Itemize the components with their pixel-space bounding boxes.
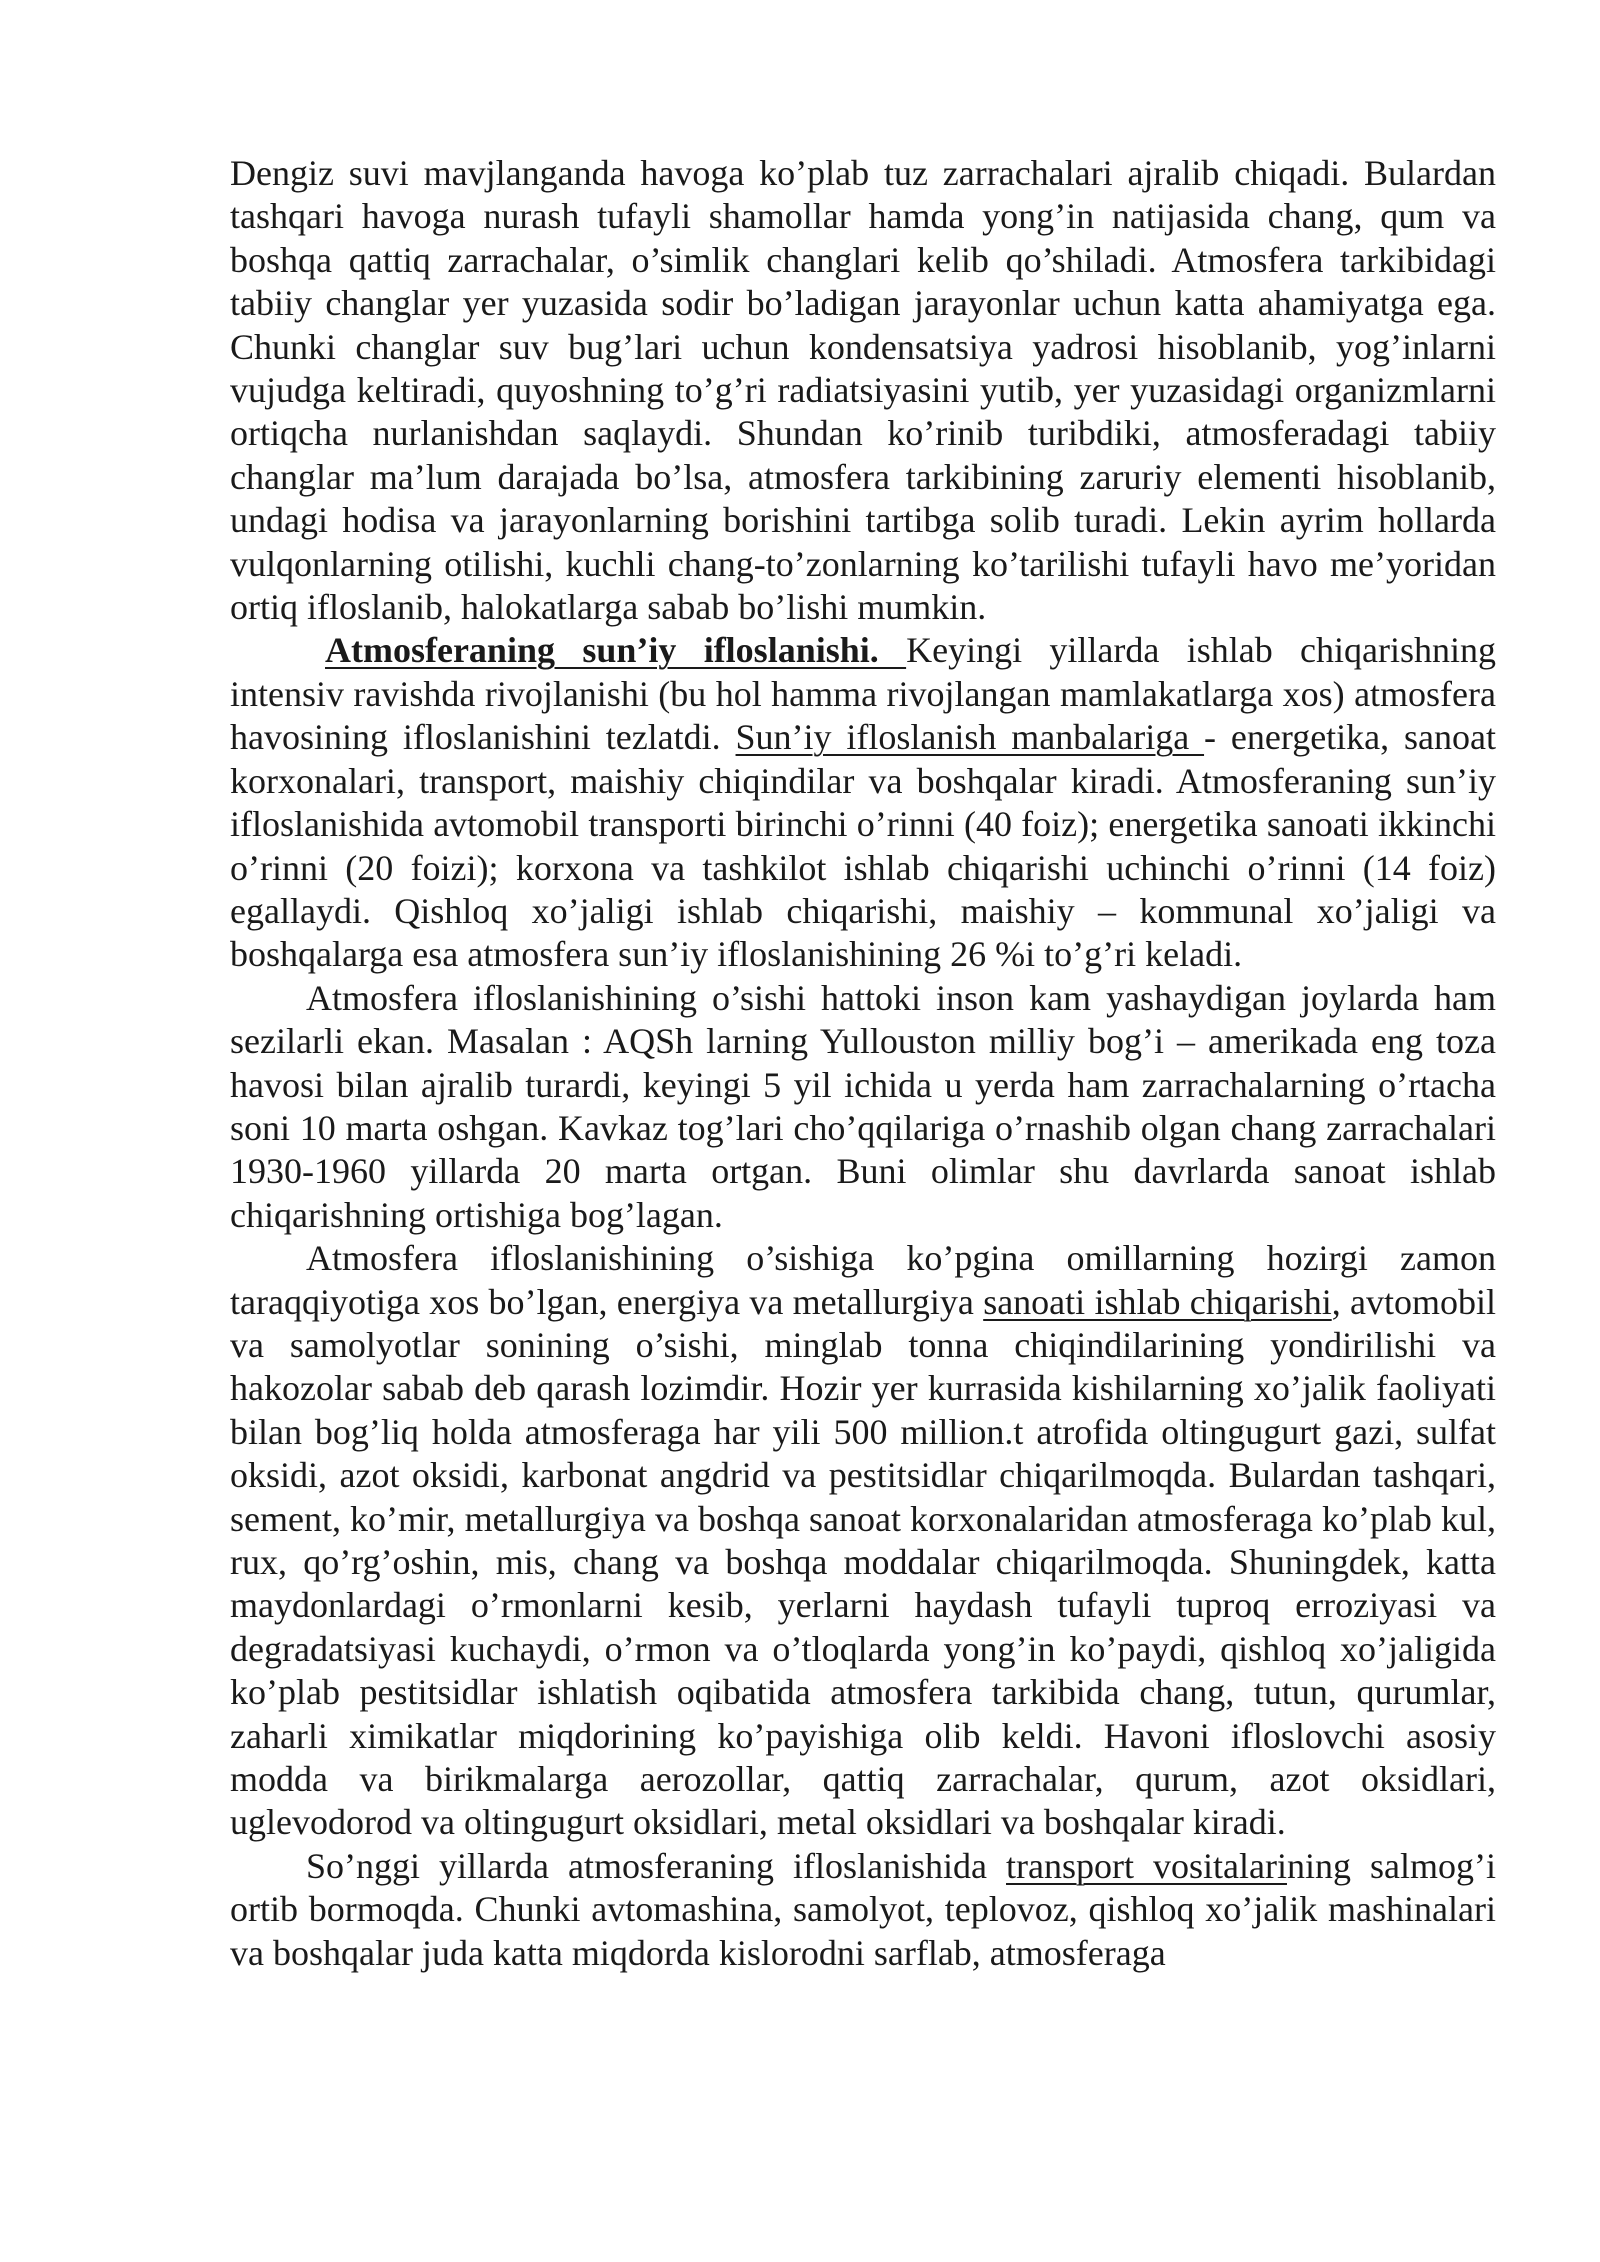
underlined-link-transport-vehicles[interactable]: transport vositalari: [1006, 1845, 1287, 1886]
paragraph-pollution-growth: Atmosfera ifloslanishining o’sishi hattoki inson kam yashaydigan joylarda ham sezilarli ekan. Masalan : AQSh larning Yullouston milliy bog’i – amerikada eng toza havosi bilan ajralib turardi, keyingi 5 yil ichida u yerda ham zarrachalarning o’rtacha soni 10 marta oshgan. Kavkaz tog’lari cho’qqilariga o’rnashib olgan chang zarrachalari 1930-1960 yillarda 20 marta ortgan. Buni olimlar shu davrlarda sanoat ishlab chiqarishning ortishiga bog’lagan.: [230, 977, 1496, 1235]
document-page: [230, 152, 1496, 1975]
paragraph-artificial-pollution: [230, 629, 1496, 976]
paragraph-text: Keyingi yillarda ishlab chiqarishning intensiv ravishda rivojlanishi (bu hol hamma rivojlangan mamlakatlarga xos) atmosfera havosining ifloslanishini tezlatdi.: [230, 630, 1496, 758]
paragraph-natural-dust: Dengiz suvi mavjlanganda havoga ko’plab tuz zarrachalari ajralib chiqadi. Bulardan tashqari havoga nurash tufayli shamollar hamda yong’in natijasida chang, qum va boshqa qattiq zarrachalar, o’simlik changlari kelib qo’shiladi. Atmosfera tarkibidagi tabiiy changlar yer yuzasida sodir bo’ladigan jarayonlar uchun katta ahamiyatga ega. Chunki changlar suv bug’lari uchun kondensatsiya yadrosi hisoblanib, yog’inlarni vujudga keltiradi, quyoshning to’g’ri radiatsiyasini yutib, yer yuzasidagi organizmlarni ortiqcha nurlanishdan saqlaydi. Shundan ko’rinib turibdiki, atmosferadagi tabiiy changlar ma’lum darajada bo’lsa, atmosfera tarkibining zaruriy elementi hisoblanib, undagi hodisa va jarayonlarning borishini tartibga solib turadi. Lekin ayrim hollarda vulqonlarning otilishi, kuchli chang-to’zonlarning ko’tarilishi tufayli havo me’yoridan ortiq ifloslanib, halokatlarga sabab bo’lishi mumkin.: [230, 153, 1496, 628]
paragraph-text: - energetika, sanoat korxonalari, transport, maishiy chiqindilar va boshqalar kiradi. Atmosferaning sun’iy ifloslanishida avtomobil transporti birinchi o’rinni (40 foiz); energetika sanoati ikkinchi o’rinni (20 foizi); korxona va tashkilot ishlab chiqarishi uchinchi o’rinni (14 foiz) egallaydi. Qishloq xo’jaligi ishlab chiqarishi, maishiy – kommunal xo’jaligi va boshqalarga esa atmosfera sun’iy ifloslanishining 26 %i to’g’ri keladi.: [230, 717, 1496, 975]
paragraph-text: Atmosfera ifloslanishining o’sishiga ko’pgina omillarning hozirgi zamon taraqqiyotiga xos bo’lgan, energiya va metallurgiya: [230, 1238, 1496, 1322]
paragraph-text: ning salmog’i ortib bormoqda. Chunki avtomashina, samolyot, teplovoz, qishloq xo’jalik mashinalari va boshqalar juda katta miqdorda kislorodni sarflab, atmosferaga: [230, 1845, 1497, 1973]
paragraph-transport: [230, 1845, 1496, 1975]
paragraph-text: So’nggi yillarda atmosferaning ifloslanishida: [306, 1845, 1007, 1886]
underlined-link-industrial-production[interactable]: sanoati ishlab chiqarishi: [983, 1281, 1332, 1322]
paragraph-pollution-factors: [230, 1237, 1496, 1845]
paragraph-text: , avtomobil va samolyotlar sonining o’sishi, minglab tonna chiqindilarining yondirilishi va hakozolar sabab deb qarash lozimdir. Hozir yer kurrasida kishilarning xo’jalik faoliyati bilan bog’liq holda atmosferaga har yili 500 million.t atrofida oltingugurt gazi, sulfat oksidi, azot oksidi, karbonat angdrid va pestitsidlar chiqarilmoqda. Bulardan tashqari, sement, ko’mir, metallurgiya va boshqa sanoat korxonalaridan atmosferaga ko’plab kul, rux, qo’rg’oshin, mis, chang va boshqa moddalar chiqarilmoqda. Shuningdek, katta maydonlardagi o’rmonlarni kesib, yerlarni haydash tufayli tuproq erroziyasi va degradatsiyasi kuchaydi, o’rmon va o’tloqlarda yong’in ko’paydi, qishloq xo’jaligida ko’plab pestitsidlar ishlatish oqibatida atmosfera tarkibida chang, tutun, qurumlar, zaharli ximikatlar miqdorining ko’payishiga olib keldi. Havoni ifloslovchi asosiy modda va birikmalarga aerozollar, qattiq zarrachalar, qurum, azot oksidlari, uglevodorod va oltingugurt oksidlari, metal oksidlari va boshqalar kiradi.: [230, 1281, 1496, 1843]
underlined-link-pollution-sources[interactable]: Sun’iy ifloslanish manbalariga: [735, 717, 1205, 758]
section-heading: Atmosferaning sun’iy ifloslanishi.: [325, 630, 907, 671]
